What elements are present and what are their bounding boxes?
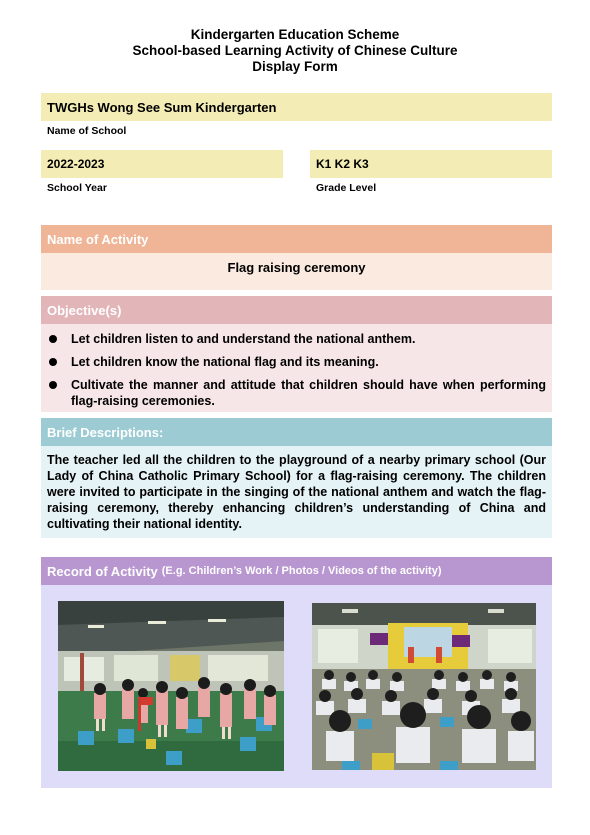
description-heading	[41, 418, 552, 446]
school-name-caption: Name of School	[47, 125, 127, 137]
record-subheading: (E.g. Children’s Work / Photos / Videos of the activity)	[161, 565, 442, 577]
activity-photo-1	[58, 601, 284, 771]
school-year-value: 2022-2023	[47, 157, 105, 171]
activity-heading	[41, 225, 552, 253]
description-heading-label: Brief Descriptions:	[47, 424, 164, 440]
form-title	[0, 27, 590, 75]
objective-item	[41, 377, 552, 409]
record-heading-label: Record of Activity	[47, 563, 158, 579]
objectives-heading-label: Objective(s)	[47, 302, 122, 318]
school-year-field	[41, 150, 283, 178]
bullet-icon	[49, 381, 57, 389]
objective-text: Cultivate the manner and attitude that children should have when performing flag-raising ceremonies.	[71, 378, 546, 408]
grade-level-value: K1 K2 K3	[316, 157, 369, 171]
title-line-3: Display Form	[252, 59, 338, 74]
school-year-caption: School Year	[47, 182, 107, 194]
photo-1-image	[58, 601, 284, 771]
objectives-list	[41, 331, 552, 409]
record-heading	[41, 557, 552, 585]
objective-text: Let children listen to and understand the national anthem.	[71, 332, 416, 346]
description-body	[41, 446, 552, 538]
objective-item	[41, 331, 552, 347]
objectives-body	[41, 324, 552, 412]
school-name-value: TWGHs Wong See Sum Kindergarten	[47, 99, 277, 115]
activity-body	[41, 253, 552, 290]
grade-level-caption: Grade Level	[316, 182, 377, 194]
activity-photo-2	[312, 603, 536, 770]
school-name-field	[41, 93, 552, 121]
objectives-heading	[41, 296, 552, 324]
grade-level-field	[310, 150, 552, 178]
activity-name-value: Flag raising ceremony	[227, 260, 366, 275]
photo-2-image	[312, 603, 536, 770]
description-text: The teacher led all the children to the playground of a nearby primary school (Our Lady of China Catholic Primary School) for a flag-raising ceremony. The children were invited to participate in the singing of the national anthem and watch the flag-raising ceremony, thereby enhancing children’s understanding of China and cultivating their national identity.	[47, 453, 546, 531]
title-line-1: Kindergarten Education Scheme	[190, 27, 400, 42]
bullet-icon	[49, 358, 57, 366]
title-line-2: School-based Learning Activity of Chinese Culture	[132, 43, 458, 58]
objective-text: Let children know the national flag and its meaning.	[71, 355, 379, 369]
bullet-icon	[49, 335, 57, 343]
activity-heading-label: Name of Activity	[47, 231, 149, 247]
objective-item	[41, 354, 552, 370]
